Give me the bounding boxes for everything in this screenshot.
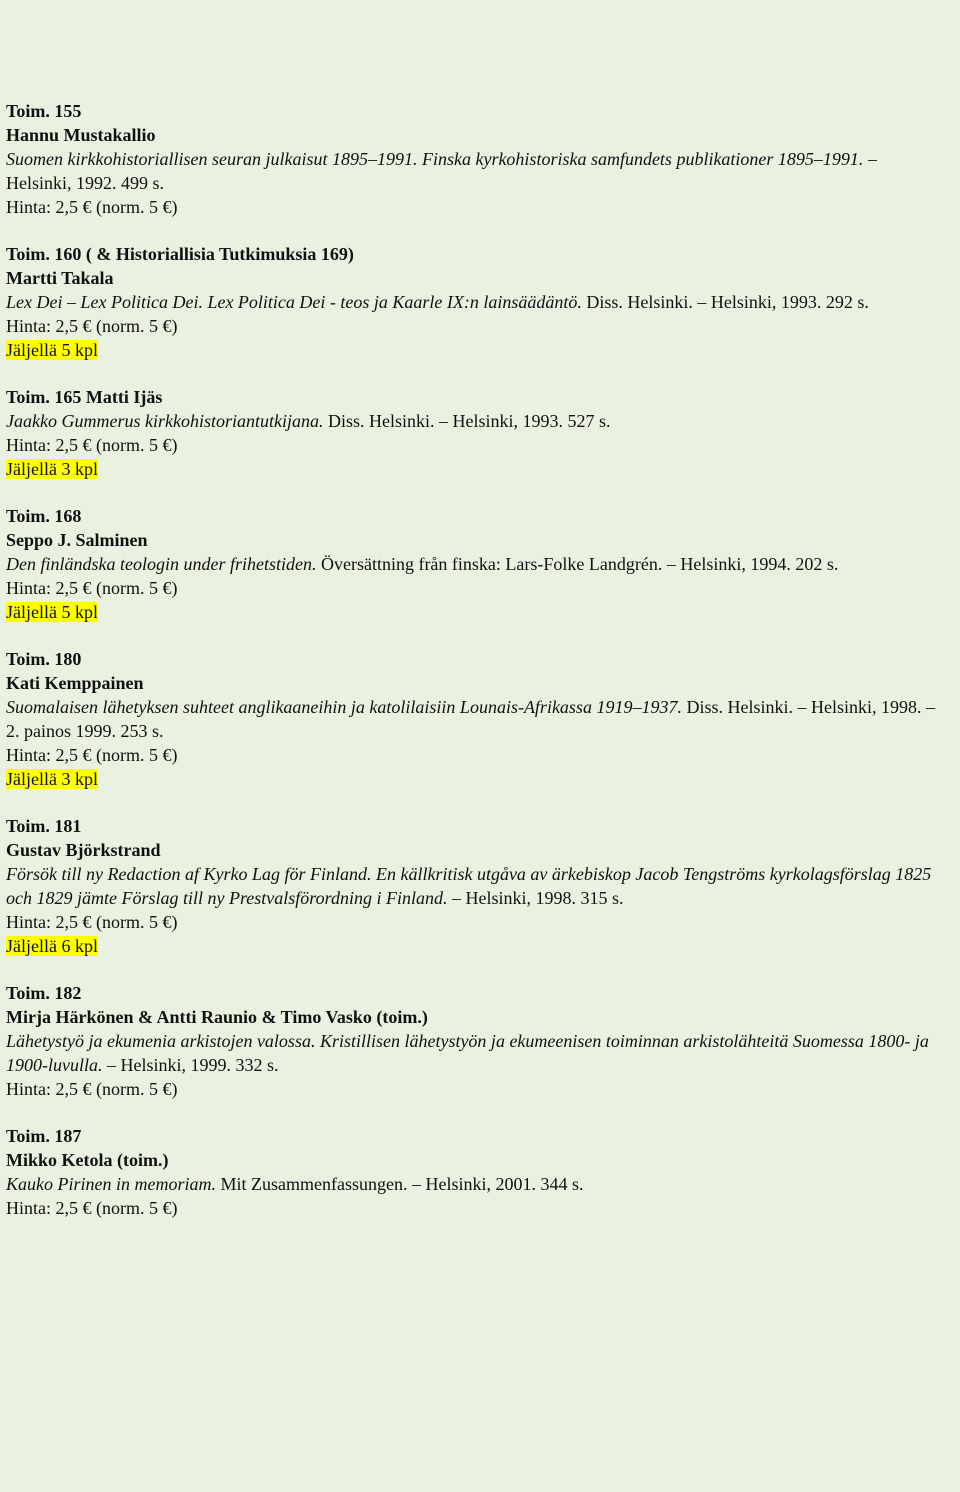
author-name: [6, 1148, 940, 1172]
series-number: [6, 504, 940, 528]
author-name-text: Mikko Ketola (toim.): [6, 1150, 169, 1170]
series-number: [6, 242, 940, 266]
publication-title: Kauko Pirinen in memoriam.: [6, 1174, 216, 1194]
stock-status: [6, 338, 940, 362]
author-name: [6, 266, 940, 290]
stock-status-text: Jäljellä 5 kpl: [6, 602, 98, 622]
publication-title: Suomen kirkkohistoriallisen seuran julkaisut 1895–1991. Finska kyrkohistoriska samfundets publikationer 1895–1991.: [6, 149, 864, 169]
author-name-text: Kati Kemppainen: [6, 673, 144, 693]
author-name: [6, 1005, 940, 1029]
publication-description: [6, 862, 940, 910]
publication-entry: [6, 1124, 940, 1220]
publication-title: Lähetystyö ja ekumenia arkistojen valossa. Kristillisen lähetystyön ja ekumeenisen toiminnan arkistolähteitä Suomessa 1800- ja 1900-luvulla.: [6, 1031, 929, 1075]
publication-entry: [6, 99, 940, 219]
series-number: [6, 814, 940, 838]
publication-title: Suomalaisen lähetyksen suhteet anglikaaneihin ja katolilaisiin Lounais-Afrikassa 1919–1937.: [6, 697, 682, 717]
series-number-text: Toim. 165 Matti Ijäs: [6, 387, 163, 407]
series-number: [6, 99, 940, 123]
series-number: [6, 981, 940, 1005]
series-number-text: Toim. 180: [6, 649, 82, 669]
stock-status: [6, 600, 940, 624]
stock-status-text: Jäljellä 3 kpl: [6, 459, 98, 479]
series-number: [6, 647, 940, 671]
publication-entry: [6, 504, 940, 624]
price-text: Hinta: 2,5 € (norm. 5 €): [6, 578, 178, 598]
author-name-text: Gustav Björkstrand: [6, 840, 161, 860]
price-text: Hinta: 2,5 € (norm. 5 €): [6, 1198, 178, 1218]
publication-details: Diss. Helsinki. – Helsinki, 1998. – 2. painos 1999. 253 s.: [6, 697, 935, 741]
price-text: Hinta: 2,5 € (norm. 5 €): [6, 912, 178, 932]
publication-entry: [6, 385, 940, 481]
publication-details: Mit Zusammenfassungen. – Helsinki, 2001. 344 s.: [215, 1174, 584, 1194]
publication-description: [6, 695, 940, 743]
publication-details: – Helsinki, 1999. 332 s.: [102, 1055, 279, 1075]
stock-status: [6, 767, 940, 791]
series-number-text: Toim. 187: [6, 1126, 82, 1146]
publication-details: – Helsinki, 1992. 499 s.: [6, 149, 877, 193]
price: [6, 576, 940, 600]
series-number: [6, 1124, 940, 1148]
series-number-text: Toim. 155: [6, 101, 82, 121]
publication-entry: [6, 242, 940, 362]
author-name: [6, 838, 940, 862]
publication-description: [6, 147, 940, 195]
price-text: Hinta: 2,5 € (norm. 5 €): [6, 435, 178, 455]
publication-description: [6, 1029, 940, 1077]
stock-status: [6, 457, 940, 481]
stock-status-text: Jäljellä 5 kpl: [6, 340, 98, 360]
publication-details: Diss. Helsinki. – Helsinki, 1993. 292 s.: [581, 292, 869, 312]
series-number-text: Toim. 182: [6, 983, 82, 1003]
publication-title: Jaakko Gummerus kirkkohistoriantutkijana.: [6, 411, 324, 431]
series-number-text: Toim. 181: [6, 816, 82, 836]
price-text: Hinta: 2,5 € (norm. 5 €): [6, 1079, 178, 1099]
price: [6, 910, 940, 934]
stock-status: [6, 934, 940, 958]
publication-entry: [6, 981, 940, 1101]
author-name: [6, 123, 940, 147]
author-name-text: Seppo J. Salminen: [6, 530, 148, 550]
author-name: [6, 671, 940, 695]
publication-title: Försök till ny Redaction af Kyrko Lag för Finland. En källkritisk utgåva av ärkebiskop Jacob Tengströms kyrkolagsförslag 1825 och 1829 jämte Förslag till ny Prestvalsförordning i Finland.: [6, 864, 932, 908]
price-text: Hinta: 2,5 € (norm. 5 €): [6, 745, 178, 765]
author-name: [6, 528, 940, 552]
price: [6, 195, 940, 219]
price-text: Hinta: 2,5 € (norm. 5 €): [6, 316, 178, 336]
publication-details: – Helsinki, 1998. 315 s.: [447, 888, 624, 908]
price: [6, 433, 940, 457]
series-number-text: Toim. 160 ( & Historiallisia Tutkimuksia 169): [6, 244, 354, 264]
price: [6, 1077, 940, 1101]
publication-description: [6, 290, 940, 314]
series-number: [6, 385, 940, 409]
publication-details: Översättning från finska: Lars-Folke Landgrén. – Helsinki, 1994. 202 s.: [316, 554, 839, 574]
publication-description: [6, 1172, 940, 1196]
publication-description: [6, 552, 940, 576]
price: [6, 743, 940, 767]
publication-entry: [6, 814, 940, 958]
publication-details: Diss. Helsinki. – Helsinki, 1993. 527 s.: [323, 411, 611, 431]
author-name-text: Mirja Härkönen & Antti Raunio & Timo Vasko (toim.): [6, 1007, 428, 1027]
stock-status-text: Jäljellä 3 kpl: [6, 769, 98, 789]
series-number-text: Toim. 168: [6, 506, 82, 526]
author-name-text: Martti Takala: [6, 268, 114, 288]
publication-title: Den finländska teologin under frihetstiden.: [6, 554, 317, 574]
publication-entry: [6, 647, 940, 791]
price: [6, 314, 940, 338]
author-name-text: Hannu Mustakallio: [6, 125, 156, 145]
publication-description: [6, 409, 940, 433]
publication-title: Lex Dei – Lex Politica Dei. Lex Politica Dei - teos ja Kaarle IX:n lainsäädäntö.: [6, 292, 582, 312]
price: [6, 1196, 940, 1220]
stock-status-text: Jäljellä 6 kpl: [6, 936, 98, 956]
price-text: Hinta: 2,5 € (norm. 5 €): [6, 197, 178, 217]
